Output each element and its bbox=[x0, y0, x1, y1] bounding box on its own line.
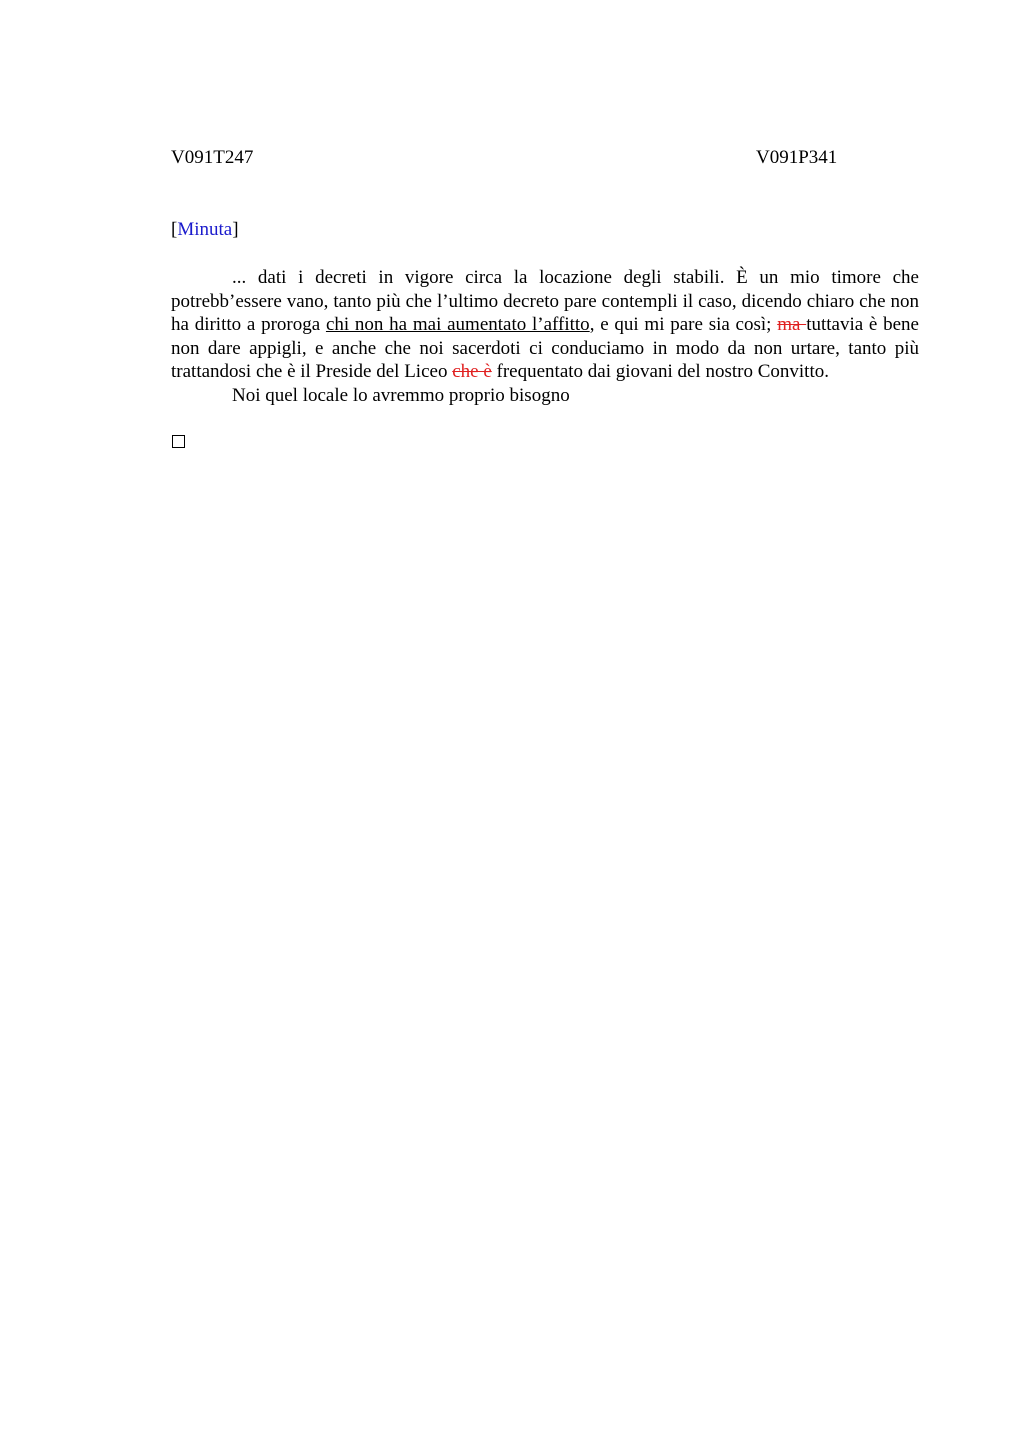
letter-body bbox=[171, 266, 919, 408]
tag-close-bracket: ] bbox=[232, 219, 239, 240]
struck-phrase-che-e: che è bbox=[452, 361, 492, 383]
paragraph-1-part-2: , e qui mi pare sia così; bbox=[589, 314, 778, 336]
paragraph-1-part-1: ... dati i decreti in vigore circa la locazione degli stabili. È un mio timore che potrebb’essere vano, tanto più che l’ultimo decreto pare contempli il caso, dicendo chiaro che non ha diritto a proroga bbox=[171, 267, 919, 336]
paragraph-1-part-3: tuttavia è bene non dare appigli, e anche che noi sacerdoti ci conduciamo in modo da non urtare, tanto più trattandosi che è il Preside del Liceo bbox=[171, 314, 919, 383]
underlined-phrase: chi non ha mai aumentato l’affitto bbox=[325, 314, 590, 336]
struck-word-ma: ma bbox=[777, 314, 807, 336]
document-type-tag bbox=[171, 218, 239, 242]
paragraph-1-part-4: frequentato dai giovani del nostro Convitto. bbox=[491, 361, 829, 383]
tag-open-bracket: [ bbox=[171, 219, 178, 240]
right-reference-code: V091P341 bbox=[756, 147, 838, 168]
square-outline-icon bbox=[172, 435, 185, 448]
left-reference-code: V091T247 bbox=[171, 147, 254, 168]
paragraph-2: Noi quel locale lo avremmo proprio bisogno bbox=[232, 384, 570, 406]
tag-label: Minuta bbox=[177, 219, 233, 240]
paragraph-1 bbox=[171, 266, 919, 384]
